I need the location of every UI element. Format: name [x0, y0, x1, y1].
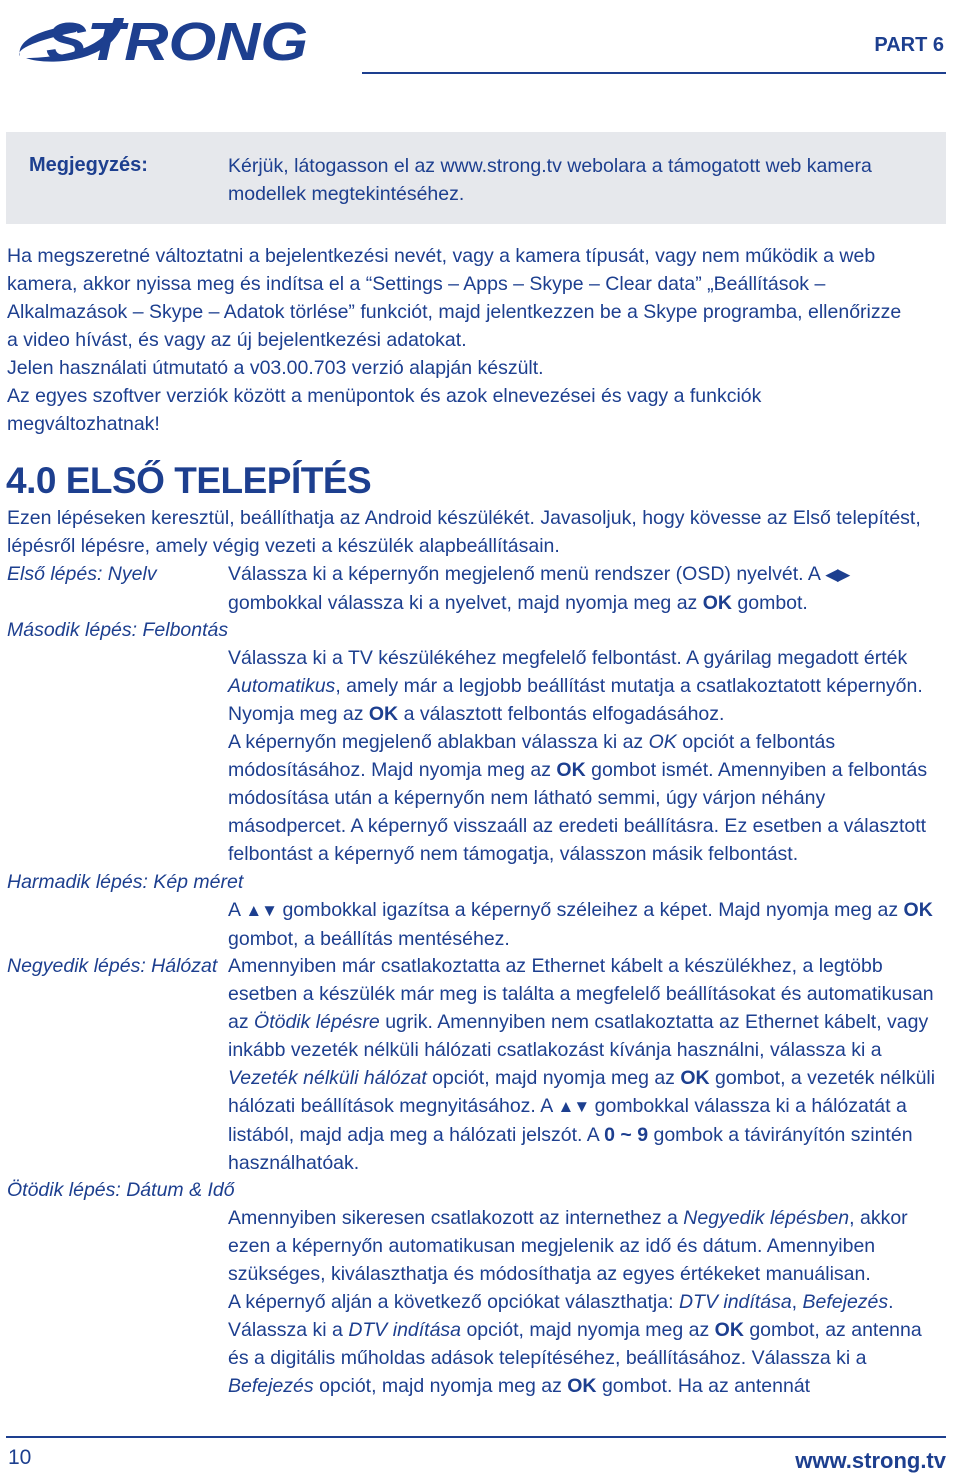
- svg-text:STRONG: STRONG: [46, 12, 308, 70]
- website-link[interactable]: www.strong.tv: [795, 1448, 946, 1473]
- note-label: Megjegyzés:: [29, 154, 148, 176]
- step-text: A ▲▼ gombokkal igazítsa a képernyő széleihez a képet. Majd nyomja meg az OK gombot, a beállítás mentéséhez.: [228, 899, 933, 950]
- step-label: Ötödik lépés: Dátum & Idő: [7, 1179, 235, 1201]
- step-text: Válassza ki a képernyőn megjelenő menü rendszer (OSD) nyelvét. A ◀▶ gombokkal válassza ki a nyelvet, majd nyomja meg az OK gombot.: [228, 563, 850, 614]
- note-text: Kérjük, látogasson el az www.strong.tv webolara a támogatott web kamera modellek megtekintéséhez.: [228, 155, 872, 205]
- version-note: Jelen használati útmutató a v03.00.703 verzió alapján készült.: [7, 357, 544, 379]
- up-down-arrows-icon: ▲▼: [557, 1097, 590, 1116]
- intro-block: [7, 242, 917, 438]
- step-label: Negyedik lépés: Hálózat: [7, 955, 218, 977]
- section-intro: Ezen lépéseken keresztül, beállíthatja az Android készülékét. Javasoljuk, hogy kövesse az Első telepítést, lépésről lépésre, amely végig vezeti a készülék alapbeállításain.: [7, 507, 921, 557]
- change-warning: Az egyes szoftver verziók között a menüpontok és azok elnevezései és vagy a funkciók megváltozhatnak!: [7, 385, 762, 435]
- left-right-arrows-icon: ◀▶: [825, 565, 850, 584]
- note-box: [6, 132, 946, 224]
- strong-logo: [6, 8, 311, 70]
- step-label: Első lépés: Nyelv: [7, 563, 157, 585]
- step-label: Harmadik lépés: Kép méret: [7, 871, 244, 893]
- step-text: Amennyiben már csatlakoztatta az Ethernet kábelt a készülékhez, a legtöbb esetben a készülék már meg is találta a megfelelő beállításokat és automatikusan az Ötödik lépésre ugrik. Amennyiben nem csatlakoztatta az Ethernet kábelt, vagy inkább vezeték nélküli hálózati csatlakozást kívánja használni, válassza ki a Vezeték nélküli hálózat opciót, majd nyomja meg az OK gombot, a vezeték nélküli hálózati beállítások megnyitásához. A ▲▼ gombokkal válassza ki a hálózatát a listából, majd adja meg a hálózati jelszót. A 0 ~ 9 gombok a távirányítón szintén használhatóak.: [228, 955, 936, 1174]
- section-title: 4.0 ELSŐ TELEPÍTÉS: [6, 460, 372, 501]
- step-text: Amennyiben sikeresen csatlakozott az internethez a Negyedik lépésben, akkor ezen a képernyőn automatikusan megjelenik az idő és dátum. Amennyiben szükséges, kiválaszthatja és módosíthatja az egyes értékeket manuálisan. A képernyő alján a következő opciókat választhatja: DTV indítása, Befejezés. Válassza ki a DTV indítása opciót, majd nyomja meg az OK gombot, az antenna és a digitális műholdas adások telepítéséhez, beállításához. Válassza ki a Befejezés opciót, majd nyomja meg az OK gombot. Ha az antennát: [228, 1207, 922, 1397]
- step-text: Válassza ki a TV készülékéhez megfelelő felbontást. A gyárilag megadott érték Automatikus, amely már a legjobb beállítást mutatja a csatlakoztatott képernyőn. Nyomja meg az OK a választott felbontás elfogadásához. A képernyőn megjelenő ablakban válassza ki az OK opciót a felbontás módosításához. Majd nyomja meg az OK gombot ismét. Amennyiben a felbontás módosítása után a képernyőn nem látható semmi, úgy várjon néhány másodpercet. A képernyő visszaáll az eredeti beállításra. Ez esetben a választott felbontást a képernyő nem támogatja, válasszon másik felbontást.: [228, 647, 928, 865]
- part-label: PART 6: [874, 34, 944, 56]
- up-down-arrows-icon: ▲▼: [245, 901, 278, 920]
- footer-divider: [6, 1436, 946, 1438]
- header-divider: [362, 72, 946, 74]
- intro-paragraph: Ha megszeretné változtatni a bejelentkezési nevét, vagy a kamera típusát, vagy nem működik a web kamera, akkor nyissa meg és indítsa el a “Settings – Apps – Skype – Clear data” „Beállítások – Alkalmazások – Skype – Adatok törlése” funkciót, majd jelentkezzen be a Skype programba, ellenőrizze a video hívást, és vagy az új bejelentkezési adatokat.: [7, 245, 902, 351]
- page-number: 10: [8, 1446, 32, 1469]
- step-label: Második lépés: Felbontás: [7, 619, 229, 641]
